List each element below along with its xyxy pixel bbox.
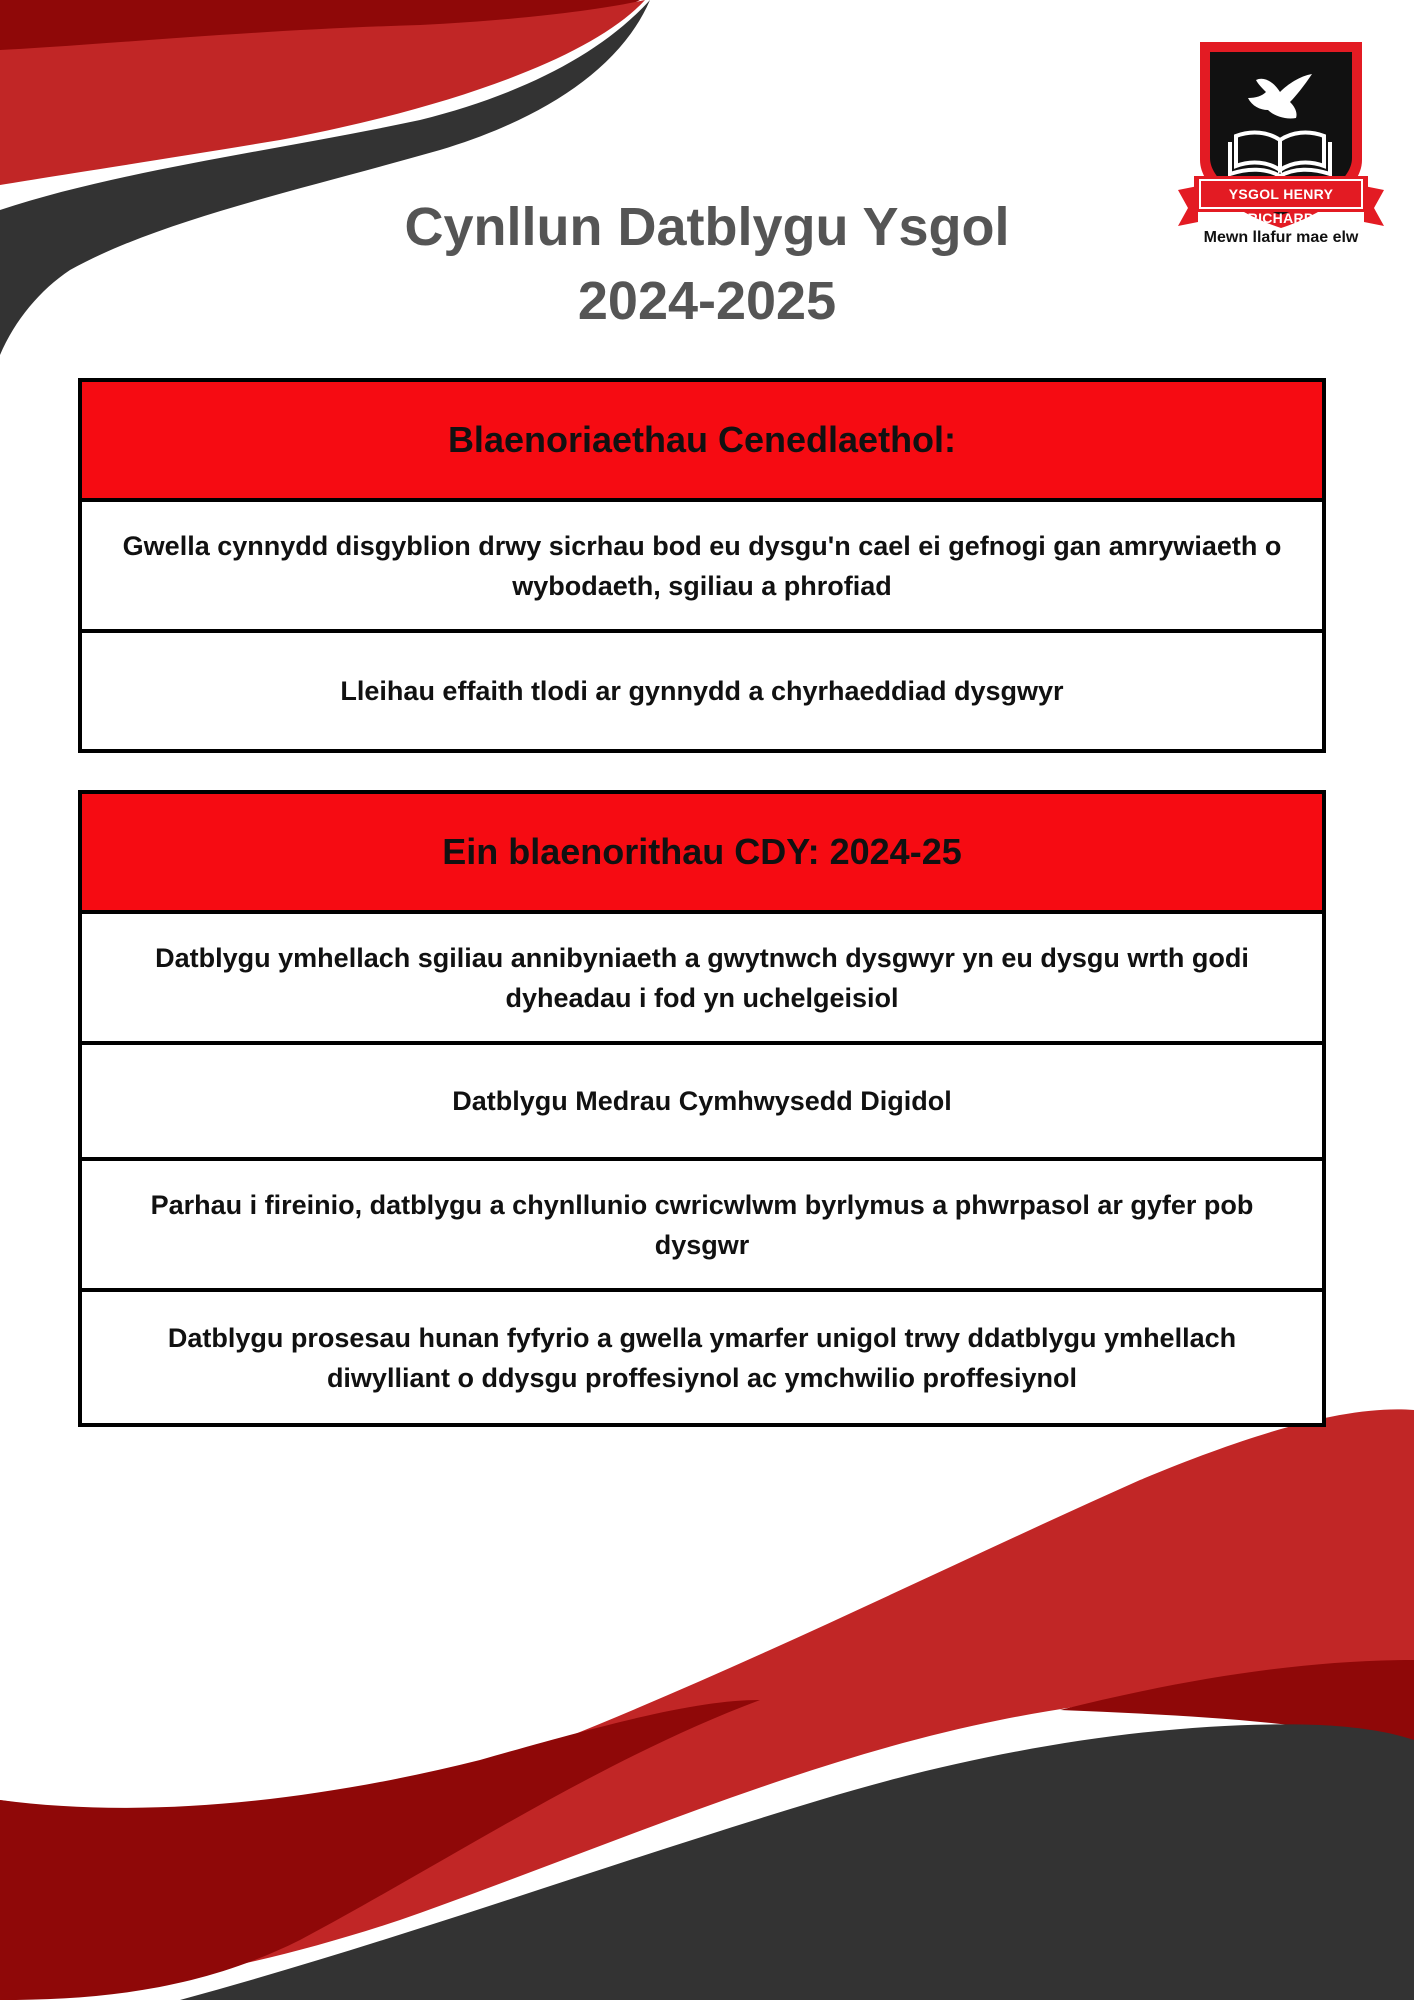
school-motto: Mewn llafur mae elw xyxy=(1203,229,1359,246)
national-priority-item: Gwella cynnydd disgyblion drwy sicrhau bod eu dysgu'n cael ei gefnogi gan amrywiaeth o wybodaeth, sgiliau a phrofiad xyxy=(82,502,1322,633)
cdy-priorities-header: Ein blaenorithau CDY: 2024-25 xyxy=(82,794,1322,914)
cdy-priority-item: Datblygu ymhellach sgiliau annibyniaeth a gwytnwch dysgwyr yn eu dysgu wrth godi dyheadau i fod yn uchelgeisiol xyxy=(82,914,1322,1045)
national-priority-item: Lleihau effaith tlodi ar gynnydd a chyrhaeddiad dysgwyr xyxy=(340,676,1064,706)
national-priorities-header: Blaenoriaethau Cenedlaethol: xyxy=(82,382,1322,502)
bottom-wave xyxy=(0,1409,1414,2000)
cdy-priority-item: Parhau i fireinio, datblygu a chynllunio cwricwlwm byrlymus a phwrpasol ar gyfer pob dysgwr xyxy=(82,1161,1322,1292)
cdy-priorities-table xyxy=(78,790,1326,1427)
school-logo xyxy=(1178,40,1384,256)
cdy-priority-item: Datblygu Medrau Cymhwysedd Digidol xyxy=(82,1045,1322,1161)
national-priorities-table xyxy=(78,378,1326,753)
title-line-2: 2024-2025 xyxy=(577,271,837,331)
school-name: YSGOL HENRY RICHARD xyxy=(1228,186,1334,226)
cdy-priority-item: Datblygu prosesau hunan fyfyrio a gwella ymarfer unigol trwy ddatblygu ymhellach diwylliant o ddysgu proffesiynol ac ymchwilio proffesiynol xyxy=(167,1322,1237,1393)
title-line-1: Cynllun Datblygu Ysgol xyxy=(404,197,1010,257)
